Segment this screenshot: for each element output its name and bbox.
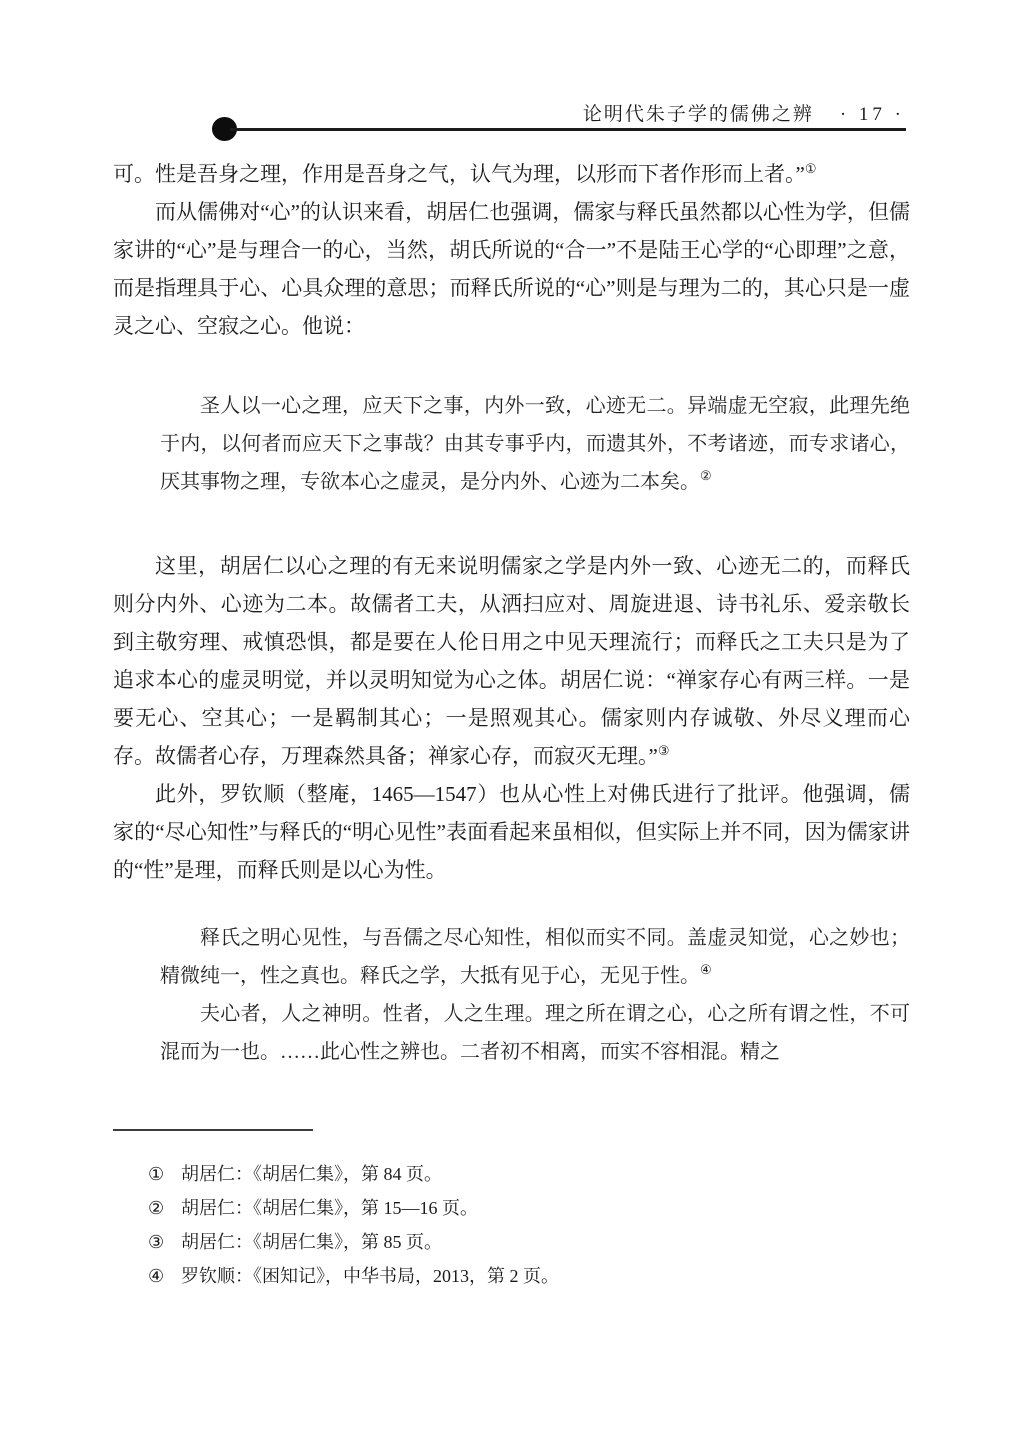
footnote-marker-3: ③ [148,1232,165,1252]
paragraph-4 [113,775,910,889]
footnote-list [148,1157,878,1293]
running-header [583,99,905,126]
footnote-ref-3: ③ [657,743,670,758]
footnote-item-3 [148,1225,878,1259]
block-quote-1-text: 圣人以一心之理，应天下之事，内外一致，心迹无二。异端虚无空寂，此理先绝于内，以何者而应天下之事哉？由其专事乎内，而遗其外，不考诸迹，而专求诸心，厌其事物之理，专欲本心之虚灵，是分内外、心迹为二本矣。 [160,395,910,493]
paragraph-3 [113,547,910,775]
footnote-marker-1: ① [148,1164,165,1184]
paragraph-4-text: 此外，罗钦顺（整庵，1465—1547）也从心性上对佛氏进行了批评。他强调，儒家的“尽心知性”与释氏的“明心见性”表面看起来虽相似，但实际上并不同，因为儒家讲的“性”是理，而释氏则是以心为性。 [113,782,910,882]
footnote-text-2: 胡居仁：《胡居仁集》，第 15—16 页。 [181,1198,478,1218]
footnote-item-2 [148,1191,878,1225]
block-quote-2-paragraph-a [160,919,910,995]
footnote-item-1 [148,1157,878,1191]
footnote-marker-2: ② [148,1198,165,1218]
paragraph-continuation-text: 可。性是吾身之理，作用是吾身之气，认气为理，以形而下者作形而上者。” [113,162,805,186]
footnote-text-4: 罗钦顺：《困知记》，中华书局，2013，第 2 页。 [181,1266,559,1286]
block-quote-1 [160,387,910,501]
block-quote-2-text-a: 释氏之明心见性，与吾儒之尽心知性，相似而实不同。盖虚灵知觉，心之妙也；精微纯一，性之真也。释氏之学，大抵有见于心，无见于性。 [160,927,910,987]
paragraph-3-text: 这里，胡居仁以心之理的有无来说明儒家之学是内外一致、心迹无二的，而释氏则分内外、心迹为二本。故儒者工夫，从洒扫应对、周旋进退、诗书礼乐、爱亲敬长到主敬穷理、戒慎恐惧，都是要在人伦日用之中见天理流行；而释氏之工夫只是为了追求本心的虚灵明觉，并以灵明知觉为心之体。胡居仁说：“禅家存心有两三样。一是要无心、空其心；一是羁制其心；一是照观其心。儒家则内存诚敬、外尽义理而心存。故儒者心存，万理森然具备；禅家心存，而寂灭无理。” [113,554,910,768]
block-quote-1-paragraph [160,387,910,501]
footnote-divider-line [113,1129,313,1131]
block-quote-2-paragraph-b [160,995,910,1071]
footnote-item-4 [148,1259,878,1293]
page-number: · 17 · [839,104,905,125]
footnote-text-3: 胡居仁：《胡居仁集》，第 85 页。 [181,1232,442,1252]
paragraph-2 [113,193,910,345]
footnote-marker-4: ④ [148,1266,165,1286]
header-rule-line [230,128,906,131]
block-quote-2 [160,919,910,1071]
running-header-title: 论明代朱子学的儒佛之辨 [582,104,814,125]
paragraph-2-text: 而从儒佛对“心”的认识来看，胡居仁也强调，儒家与释氏虽然都以心性为学，但儒家讲的“心”是与理合一的心，当然，胡氏所说的“合一”不是陆王心学的“心即理”之意，而是指理具于心、心具众理的意思；而释氏所说的“心”则是与理为二的，其心只是一虚灵之心、空寂之心。他说： [113,200,910,338]
footnote-text-1: 胡居仁：《胡居仁集》，第 84 页。 [181,1164,442,1184]
block-quote-2-text-b: 夫心者，人之神明。性者，人之生理。理之所在谓之心，心之所有谓之性，不可混而为一也。……此心性之辨也。二者初不相离，而实不容相混。精之 [160,1003,910,1063]
footnote-ref-2: ② [700,468,712,483]
footnote-ref-4: ④ [700,962,712,977]
footnote-ref-1: ① [804,161,817,176]
paragraph-continuation [113,155,910,193]
